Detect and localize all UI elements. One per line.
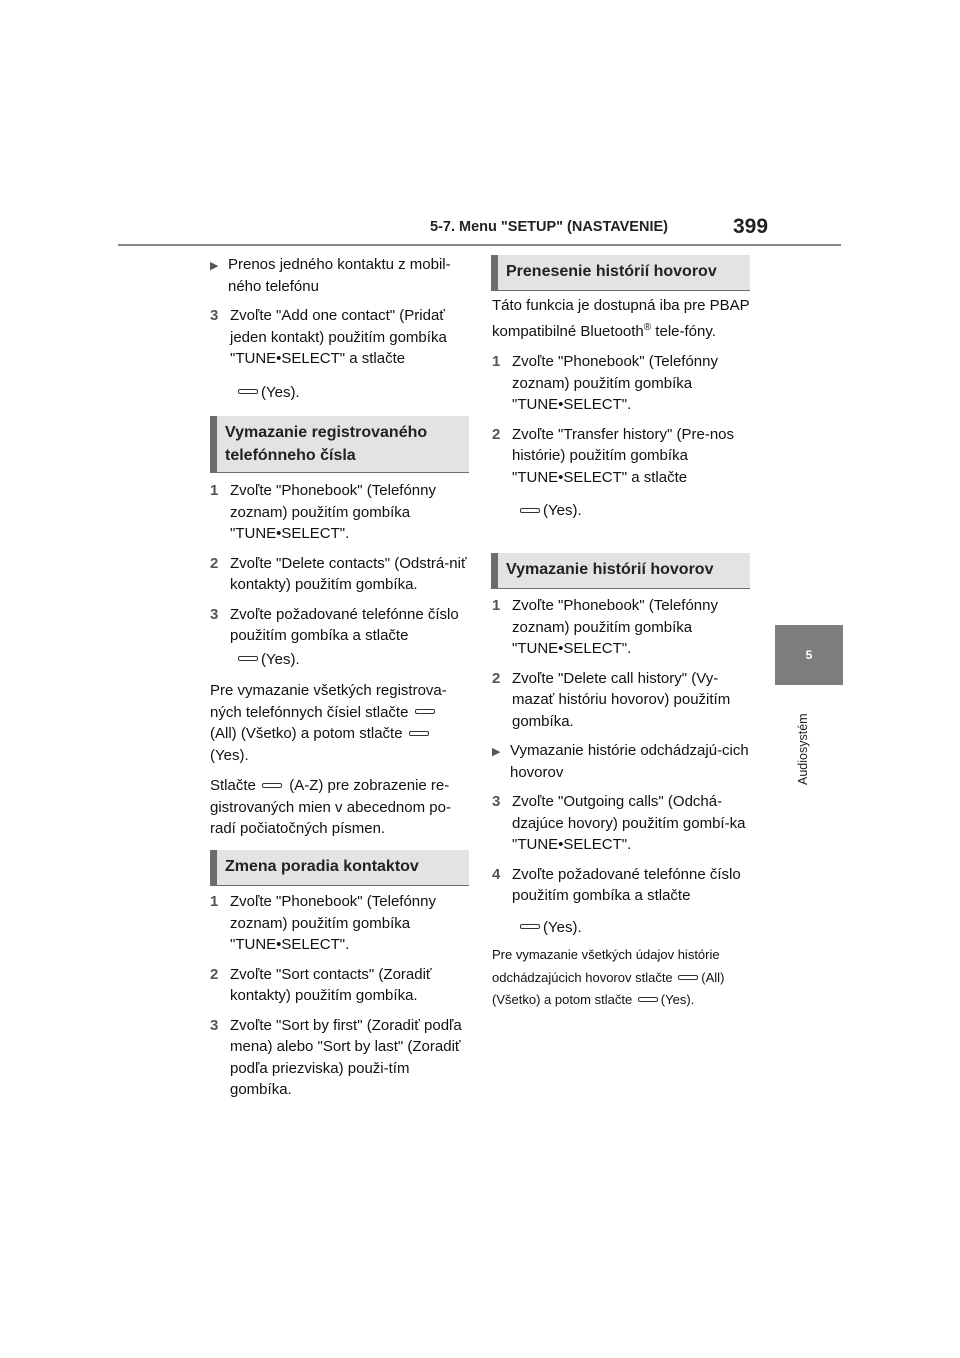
left-column-top bbox=[210, 254, 468, 411]
bullet-text: Vymazanie histórie odchádzajú-cich hovorov bbox=[510, 742, 749, 781]
paragraph-text: tele-fóny. bbox=[651, 322, 716, 340]
page-number: 399 bbox=[733, 215, 769, 238]
step-continuation bbox=[210, 649, 468, 671]
right-column-transfer bbox=[492, 295, 750, 530]
section-heading: Vymazanie registrovaného telefónneho čísla bbox=[210, 416, 469, 473]
step-number: 3 bbox=[210, 1016, 219, 1034]
step-text: Zvoľte "Phonebook" (Telefónny zoznam) použitím gombíka "TUNE•SELECT". bbox=[512, 597, 718, 657]
bullet-item bbox=[210, 254, 468, 297]
section-header-title: 5-7. Menu "SETUP" (NASTAVENIE) bbox=[430, 219, 668, 235]
paragraph-text: (All) (Všetko) a potom stlačte bbox=[210, 725, 403, 742]
bullet-item bbox=[492, 740, 750, 783]
step-number: 2 bbox=[492, 669, 501, 687]
note-text: (Yes). bbox=[660, 992, 695, 1007]
step-text: Zvoľte "Sort by first" (Zoradiť podľa mena) alebo "Sort by last" (Zoradiť podľa priezviska) použi-tím gombíka. bbox=[230, 1016, 462, 1098]
step-continuation bbox=[492, 496, 750, 522]
step-number: 2 bbox=[492, 425, 501, 443]
step-item bbox=[210, 305, 468, 370]
step-text: Zvoľte "Delete call history" (Vy-mazať históriu hovorov) použitím gombíka. bbox=[512, 669, 731, 730]
step-text: Zvoľte požadované telefónne číslo použitím gombíka a stlačte bbox=[512, 865, 741, 904]
step-number: 4 bbox=[492, 865, 501, 883]
step-number: 1 bbox=[492, 353, 501, 370]
chapter-label-container bbox=[796, 695, 820, 785]
chapter-label: Audiosystém bbox=[796, 713, 810, 785]
step-text: Zvoľte "Transfer history" (Pre-nos histórie) použitím gombíka "TUNE•SELECT" a stlačte bbox=[512, 425, 735, 486]
header-divider bbox=[118, 244, 841, 246]
step-text: Zvoľte "Phonebook" (Telefónny zoznam) použitím gombíka "TUNE•SELECT". bbox=[512, 353, 718, 413]
step-number: 1 bbox=[492, 597, 501, 614]
triangle-bullet-icon: ▶ bbox=[492, 746, 501, 758]
step-item bbox=[210, 964, 468, 1007]
chapter-tab bbox=[775, 625, 843, 685]
step-text: Zvoľte "Outgoing calls" (Odchá-dzajúce hovory) použitím gombí-ka "TUNE•SELECT". bbox=[512, 793, 746, 853]
step-item bbox=[210, 553, 468, 596]
step-text: Zvoľte požadované telefónne číslo použitím gombíka a stlačte bbox=[230, 605, 459, 644]
step-item bbox=[492, 595, 750, 660]
paragraph-text: Stlačte bbox=[210, 777, 256, 794]
registered-mark: ® bbox=[643, 321, 652, 333]
step-number: 3 bbox=[210, 605, 219, 623]
step-yes-text: (Yes). bbox=[261, 650, 300, 668]
step-item bbox=[492, 668, 750, 733]
step-yes-text: (Yes). bbox=[543, 918, 582, 936]
step-text: Zvoľte "Phonebook" (Telefónny zoznam) použitím gombíka "TUNE•SELECT". bbox=[230, 893, 436, 953]
button-icon bbox=[520, 508, 540, 513]
paragraph-text: (Yes). bbox=[210, 746, 249, 764]
step-text: Zvoľte "Add one contact" (Pridať jeden kontakt) použitím gombíka "TUNE•SELECT" a stlačte bbox=[230, 307, 447, 367]
right-column-delete-history bbox=[492, 595, 750, 1012]
step-number: 2 bbox=[210, 965, 219, 983]
step-item bbox=[210, 604, 468, 647]
paragraph bbox=[210, 680, 468, 766]
step-text: Zvoľte "Phonebook" (Telefónny zoznam) použitím gombíka "TUNE•SELECT". bbox=[230, 482, 436, 542]
note-text: (All) (Všetko) a potom stlačte bbox=[492, 969, 725, 1007]
step-continuation bbox=[210, 378, 468, 404]
paragraph-text: (A-Z) pre zobrazenie re-gistrovaných mien v abecednom po-radí počiatočných písmen. bbox=[210, 777, 451, 837]
left-column-sort bbox=[210, 891, 468, 1109]
step-number: 1 bbox=[210, 482, 219, 499]
paragraph-text: Pre vymazanie všetkých registrova-ných telefónnych čísiel stlačte bbox=[210, 682, 447, 721]
section-heading: Zmena poradia kontaktov bbox=[210, 850, 469, 886]
step-yes-text: (Yes). bbox=[543, 502, 582, 519]
button-icon bbox=[638, 997, 658, 1002]
step-text: Zvoľte "Delete contacts" (Odstrá-niť kontakty) použitím gombíka. bbox=[230, 554, 467, 593]
button-icon bbox=[238, 389, 258, 394]
button-icon bbox=[520, 924, 540, 929]
step-item bbox=[210, 1015, 468, 1101]
step-number: 1 bbox=[210, 893, 219, 910]
section-heading: Vymazanie histórií hovorov bbox=[491, 553, 750, 589]
paragraph bbox=[492, 295, 750, 342]
step-number: 2 bbox=[210, 554, 219, 572]
triangle-bullet-icon: ▶ bbox=[210, 260, 219, 272]
paragraph bbox=[210, 775, 468, 840]
chapter-number: 5 bbox=[805, 648, 813, 662]
paragraph-text: Táto funkcia je dostupná iba pre PBAP kompatibilné Bluetooth bbox=[492, 297, 750, 340]
note-text: Pre vymazanie všetkých údajov histórie odchádzajúcich hovorov stlačte bbox=[492, 947, 720, 985]
step-number: 3 bbox=[492, 793, 501, 810]
left-column-delete bbox=[210, 480, 468, 849]
step-continuation bbox=[492, 915, 750, 939]
step-item bbox=[492, 791, 750, 856]
button-icon bbox=[409, 731, 429, 736]
step-item bbox=[210, 480, 468, 545]
button-icon bbox=[262, 783, 282, 788]
step-item bbox=[492, 424, 750, 489]
step-text: Zvoľte "Sort contacts" (Zoradiť kontakty) použitím gombíka. bbox=[230, 965, 432, 1004]
step-item bbox=[210, 891, 468, 956]
button-icon bbox=[678, 975, 698, 980]
step-number: 3 bbox=[210, 307, 219, 324]
step-item bbox=[492, 864, 750, 907]
button-icon bbox=[415, 709, 435, 714]
step-yes-text: (Yes). bbox=[261, 383, 300, 401]
button-icon bbox=[238, 656, 258, 661]
section-heading: Prenesenie histórií hovorov bbox=[491, 255, 750, 291]
bullet-text: Prenos jedného kontaktu z mobil-ného telefónu bbox=[228, 256, 451, 295]
note-paragraph bbox=[492, 944, 750, 1012]
step-item bbox=[492, 351, 750, 416]
